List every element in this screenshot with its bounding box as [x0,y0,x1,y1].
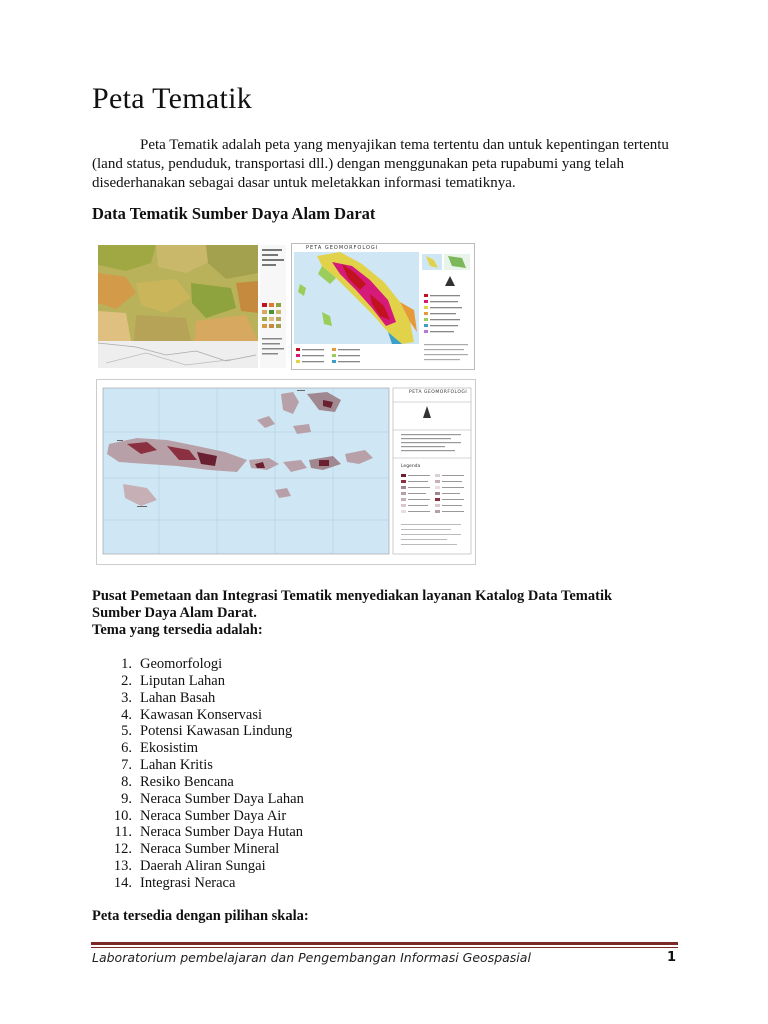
list-item: 6. Ekosistim [121,740,199,757]
list-item: 5. Potensi Kawasan Lindung [121,723,293,740]
list-item: 8. Resiko Bencana [121,773,234,790]
catalog-description [92,588,682,639]
geomorphology-map-nusa-tenggara-image [96,379,476,565]
page-number: 1 [666,950,676,965]
scale-heading: Peta tersedia dengan pilihan skala: [92,908,309,924]
list-item: 4. Kawasan Konservasi [121,706,263,723]
catalog-line-2: Sumber Daya Alam Darat. [92,605,257,621]
list-item: 10. Neraca Sumber Daya Air [113,807,287,824]
catalog-line-3: Tema yang tersedia adalah: [92,622,263,638]
list-item: 7. Lahan Kritis [121,757,213,774]
list-item: 14. Integrasi Neraca [113,874,236,891]
list-item: 9. Neraca Sumber Daya Lahan [121,790,304,807]
geomorphology-map-sumatra-image [291,243,475,370]
map2-header: PETA GEOMORFOLOGI [306,245,379,251]
map3-legend-title: Legenda [401,464,421,469]
list-item: 1. Geomorfologi [121,656,223,672]
list-item: 13. Daerah Aliran Sungai [113,858,266,875]
list-item: 3. Lahan Basah [121,689,216,706]
page-title: Peta Tematik [92,82,253,115]
footer-rule-thin [91,947,678,948]
nusa-tenggara-map-graphic [97,380,475,564]
footer-rule-thick [91,942,678,945]
theme-list [92,656,304,892]
list-item: 11. Neraca Sumber Daya Hutan [114,824,304,841]
section-heading: Data Tematik Sumber Daya Alam Darat [92,204,376,223]
list-item: 12. Neraca Sumber Mineral [113,841,280,858]
sumatra-map-graphic [292,244,474,369]
catalog-line-1: Pusat Pemetaan dan Integrasi Tematik menyediakan layanan Katalog Data Tematik [92,588,613,604]
landcover-map-image [96,243,288,370]
landcover-map-graphic [96,243,288,370]
map3-panel-title: PETA GEOMORFOLOGI [409,390,468,395]
list-item: 2. Liputan Lahan [121,672,225,689]
footer-text: Laboratorium pembelajaran dan Pengembangan Informasi Geospasial [92,950,531,965]
intro-paragraph: Peta Tematik adalah peta yang menyajikan tema tertentu dan untuk kepentingan tertentu (land status, penduduk, transportasi dll.) dengan menggunakan peta rupabumi yang telah disederhanakan sebagai dasar untuk meletakkan informasi tematiknya. [92,137,669,191]
